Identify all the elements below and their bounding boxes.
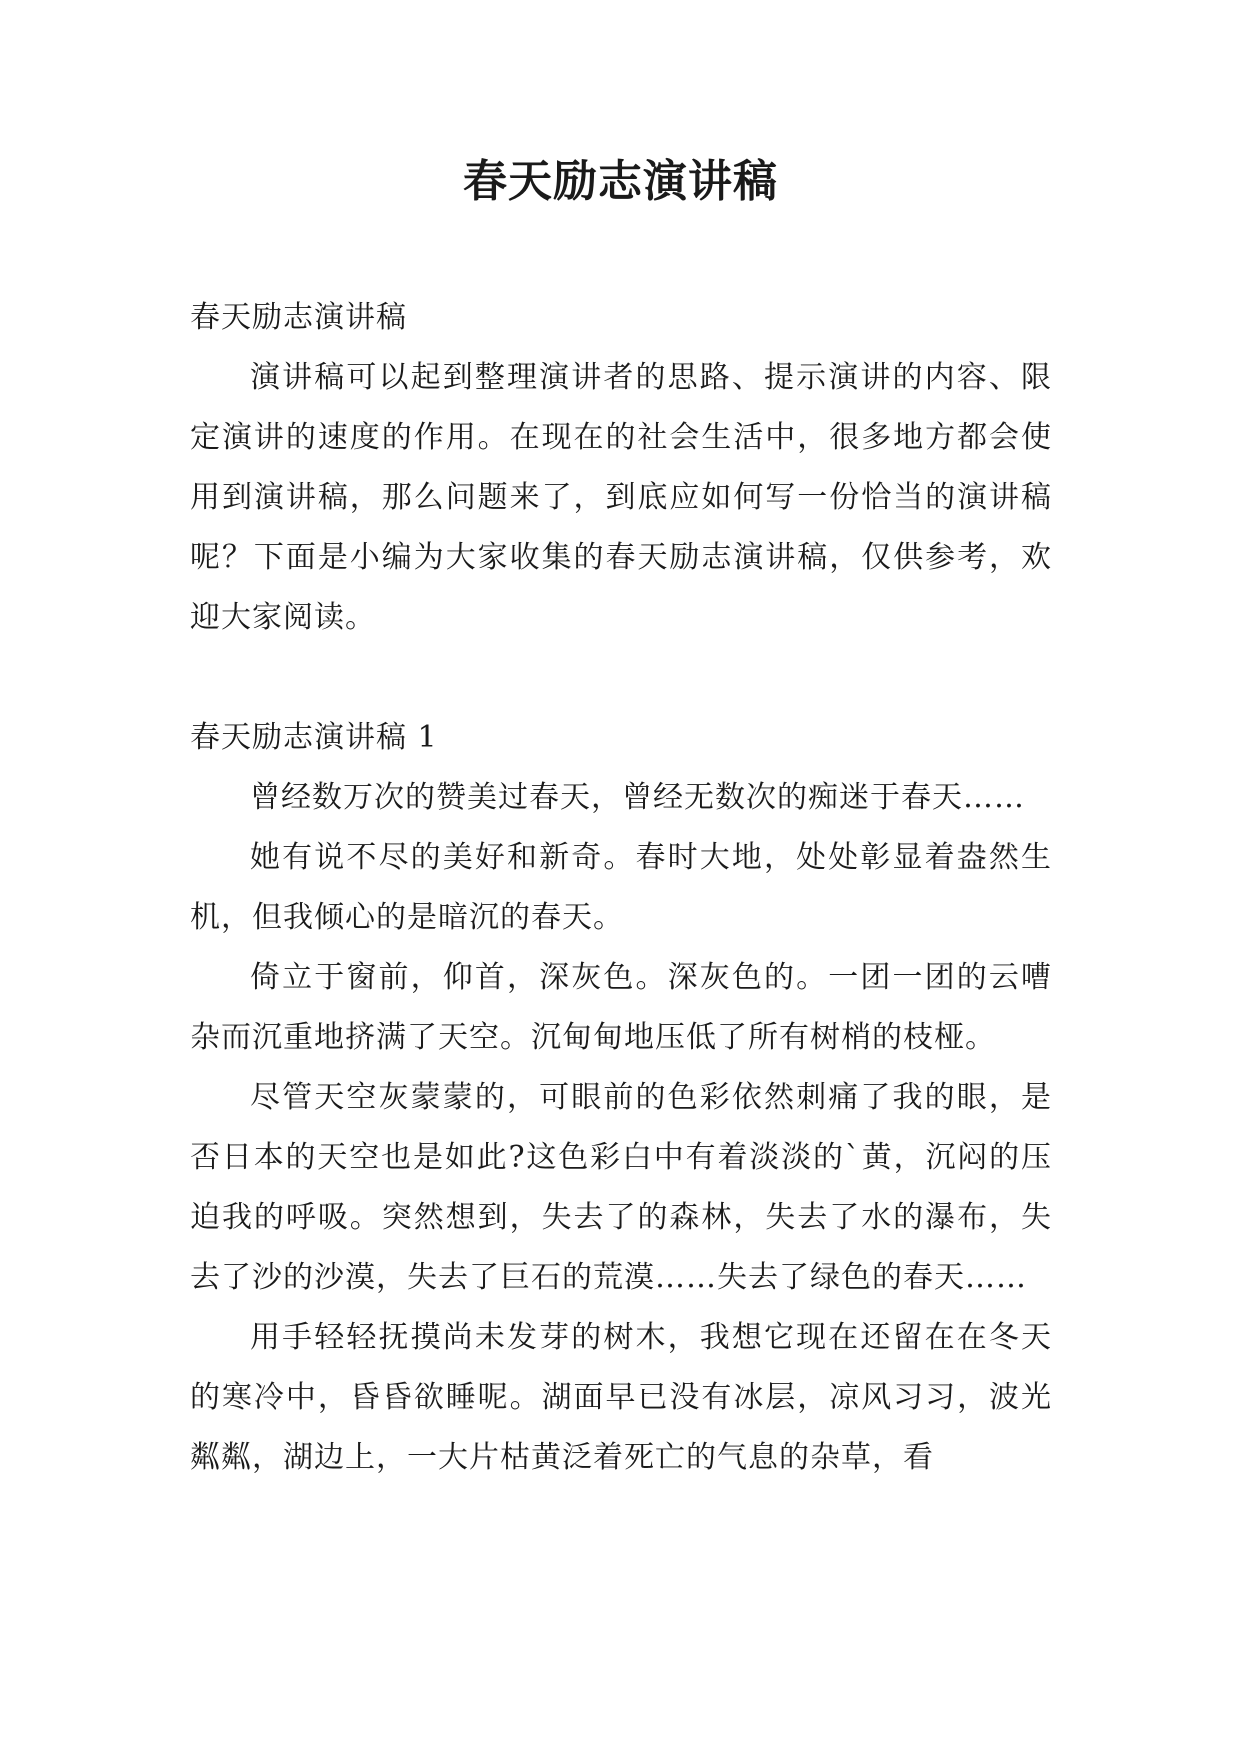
body-paragraph: 曾经数万次的赞美过春天，曾经无数次的痴迷于春天…… (250, 780, 1025, 815)
intro-paragraph: 演讲稿可以起到整理演讲者的思路、提示演讲的内容、限定演讲的速度的作用。在现在的社会生活中，很多地方都会使用到演讲稿，那么问题来了，到底应如何写一份恰当的演讲稿呢？下面是小编为大家收集的春天励志演讲稿，仅供参考，欢迎大家阅读。 (190, 360, 1052, 635)
section-heading: 春天励志演讲稿 1 (190, 720, 438, 755)
body-paragraph: 倚立于窗前，仰首，深灰色。深灰色的。一团一团的云嘈杂而沉重地挤满了天空。沉甸甸地压低了所有树梢的枝桠。 (190, 960, 1052, 1055)
body-paragraph: 尽管天空灰蒙蒙的，可眼前的色彩依然刺痛了我的眼，是否日本的天空也是如此?这色彩白中有着淡淡的`黄，沉闷的压迫我的呼吸。突然想到，失去了的森林，失去了水的瀑布，失去了沙的沙漠，失去了巨石的荒漠……失去了绿色的春天…… (190, 1080, 1052, 1295)
document-subtitle: 春天励志演讲稿 (190, 300, 407, 335)
body-paragraph: 用手轻轻抚摸尚未发芽的树木，我想它现在还留在在冬天的寒冷中，昏昏欲睡呢。湖面早已没有冰层，凉风习习，波光粼粼，湖边上，一大片枯黄泛着死亡的气息的杂草，看 (190, 1320, 1052, 1475)
body-paragraph: 她有说不尽的美好和新奇。春时大地，处处彰显着盎然生机，但我倾心的是暗沉的春天。 (190, 840, 1052, 935)
document-title: 春天励志演讲稿 (463, 156, 778, 207)
document-body (190, 288, 1052, 1488)
